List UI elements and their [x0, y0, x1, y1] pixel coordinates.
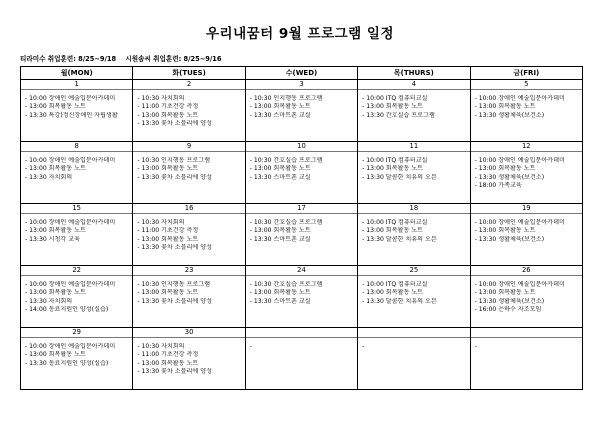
day-cell: [470, 328, 582, 390]
weekday-header: 화(TUES): [133, 67, 245, 80]
event-list: [246, 276, 357, 306]
event-item: - 13:00 회복활동 노트: [249, 227, 311, 235]
event-item: - 13:30 간호실습 프로그램: [362, 111, 435, 119]
event-item: - 13:30 꽃차 소믈리에 양성: [137, 297, 212, 305]
event-item: - 13:30 달콤한 치유의 오븐: [362, 297, 437, 305]
event-item: - 10:00 장애인 예술입문아카데미: [474, 95, 565, 102]
event-item: - 11:00 기초건강 측정: [137, 351, 199, 359]
day-cell: [358, 328, 470, 390]
event-list: [471, 152, 582, 190]
event-item: - 13:30 생활체육(보건소): [474, 235, 545, 243]
event-item: - 10:00 ITQ 컴퓨터교실: [362, 219, 428, 226]
day-number: 18: [358, 204, 469, 214]
event-item: -: [249, 343, 252, 350]
day-number: [358, 328, 469, 338]
day-number: 1: [21, 80, 132, 90]
event-item: - 10:00 장애인 예술입문아카데미: [474, 157, 565, 164]
schedule-table: [20, 66, 583, 390]
day-number: 16: [133, 204, 244, 214]
event-list: [358, 276, 469, 306]
event-item: - 10:30 인지행동 프로그램: [249, 95, 323, 102]
day-number: 2: [133, 80, 244, 90]
day-number: 12: [471, 142, 582, 152]
week-row: [21, 142, 583, 204]
event-item: - 13:30 스마트폰 교실: [249, 111, 311, 119]
event-item: - 13:30 자치회의: [25, 173, 73, 181]
page-title: 우리내꿈터 9월 프로그램 일정: [206, 26, 394, 42]
schedule-body: [21, 80, 583, 390]
event-item: - 13:30 꽃차 소믈리에 양성: [137, 243, 212, 251]
event-item: - 13:00 회복활동 노트: [474, 165, 536, 173]
event-item: - 13:30 꽃차 소믈리에 양성: [137, 367, 212, 375]
event-list: [246, 214, 357, 244]
event-item: - 11:00 기초건강 측정: [137, 227, 199, 235]
day-number: 4: [358, 80, 469, 90]
weekday-header: 목(THURS): [358, 67, 470, 80]
event-item: - 10:30 간호실습 프로그램: [249, 281, 323, 288]
weekday-header: 수(WED): [245, 67, 357, 80]
day-number: 17: [246, 204, 357, 214]
day-cell: [358, 80, 470, 142]
day-cell: [358, 142, 470, 204]
day-number: 26: [471, 266, 582, 276]
event-item: - 10:00 장애인 예술입문아카데미: [25, 281, 116, 288]
event-list: [133, 214, 244, 252]
event-item: - 13:00 회복활동 노트: [137, 289, 199, 297]
event-item: - 13:30 꽃차 소믈리에 양성: [137, 119, 212, 127]
event-list: [358, 152, 469, 182]
event-item: - 10:00 장애인 예술입문아카데미: [25, 219, 116, 226]
day-cell: [133, 204, 245, 266]
event-item: - 13:00 회복활동 노트: [362, 227, 424, 235]
event-item: - 13:30 스마트폰 교실: [249, 173, 311, 181]
event-item: - 13:30 스마트폰 교실: [249, 235, 311, 243]
event-item: - 13:30 달콤한 치유의 오븐: [362, 235, 437, 243]
event-item: - 10:30 자치회의: [137, 343, 185, 350]
event-item: - 13:00 회복활동 노트: [25, 165, 86, 173]
day-cell: [245, 204, 357, 266]
event-item: - 13:30 생활체육(보건소): [474, 173, 545, 181]
training-period-1: 티라미수 취업훈련: 8/25~9/18: [20, 55, 117, 63]
event-item: - 13:30 동료지원인 양성(실습): [25, 359, 109, 367]
day-cell: [133, 80, 245, 142]
event-item: - 13:30 달콤한 치유의 오븐: [362, 173, 437, 181]
event-item: - 10:30 인지행동 프로그램: [137, 157, 211, 164]
event-item: - 13:00 회복활동 노트: [137, 235, 199, 243]
event-item: - 13:00 회복활동 노트: [25, 351, 86, 359]
event-item: - 13:00 회복활동 노트: [362, 165, 424, 173]
event-item: - 10:00 장애인 예술입문아카데미: [25, 95, 116, 102]
day-cell: [470, 80, 582, 142]
week-row: [21, 204, 583, 266]
event-item: - 10:00 장애인 예술입문아카데미: [25, 343, 116, 350]
event-list: [358, 338, 469, 351]
event-list: [21, 338, 132, 368]
event-item: - 16:00 은하수 자조모임: [474, 305, 542, 313]
event-list: [471, 338, 582, 351]
event-item: - 13:30 스마트폰 교실: [249, 297, 311, 305]
event-item: - 10:00 ITQ 컴퓨터교실: [362, 95, 428, 102]
day-cell: [133, 266, 245, 328]
event-item: -: [474, 343, 477, 350]
day-number: 11: [358, 142, 469, 152]
day-number: [471, 328, 582, 338]
day-cell: [245, 328, 357, 390]
event-item: - 18:00 가족교육: [474, 181, 522, 189]
event-item: - 13:30 꽃차 소믈리에 양성: [137, 173, 212, 181]
event-item: - 10:30 자치회의: [137, 95, 185, 102]
event-item: - 13:00 회복활동 노트: [474, 103, 536, 111]
event-item: - 13:00 회복활동 노트: [137, 359, 199, 367]
event-item: - 10:00 ITQ 컴퓨터교실: [362, 281, 428, 288]
day-cell: [21, 80, 133, 142]
day-number: 24: [246, 266, 357, 276]
event-list: [21, 90, 132, 120]
event-item: - 13:30 생활체육(보건소): [474, 111, 545, 119]
day-cell: [245, 266, 357, 328]
event-item: - 10:30 자치회의: [137, 219, 185, 226]
event-item: - 13:00 회복활동 노트: [249, 289, 311, 297]
event-item: - 13:00 회복활동 노트: [137, 165, 199, 173]
event-list: [133, 90, 244, 128]
training-periods: [20, 53, 228, 63]
event-item: - 13:00 회복활동 노트: [137, 111, 199, 119]
event-item: - 10:30 간호실습 프로그램: [249, 157, 323, 164]
event-item: - 10:00 장애인 예술입문아카데미: [474, 281, 565, 288]
week-row: [21, 266, 583, 328]
event-list: [21, 152, 132, 182]
event-list: [471, 90, 582, 120]
day-cell: [133, 328, 245, 390]
event-item: - 10:30 간호실습 프로그램: [249, 219, 323, 226]
event-item: - 13:00 회복활동 노트: [25, 289, 86, 297]
day-number: 10: [246, 142, 357, 152]
event-item: - 13:00 회복활동 노트: [474, 227, 536, 235]
event-item: - 10:30 인지행동 프로그램: [137, 281, 211, 288]
event-list: [21, 276, 132, 314]
day-cell: [133, 142, 245, 204]
training-period-2: 시원솜씨 취업훈련: 8/25~9/16: [125, 55, 222, 63]
day-cell: [245, 80, 357, 142]
day-cell: [21, 266, 133, 328]
day-cell: [358, 266, 470, 328]
event-list: [358, 214, 469, 244]
event-list: [471, 276, 582, 314]
weekday-header: 금(FRI): [470, 67, 582, 80]
day-number: 19: [471, 204, 582, 214]
day-cell: [470, 204, 582, 266]
day-number: 22: [21, 266, 132, 276]
weekday-header: 월(MON): [21, 67, 133, 80]
event-item: - 13:00 회복활동 노트: [362, 103, 424, 111]
event-list: [133, 152, 244, 182]
event-item: -: [362, 343, 365, 350]
event-list: [246, 90, 357, 120]
event-item: - 10:00 ITQ 컴퓨터교실: [362, 157, 428, 164]
event-list: [21, 214, 132, 244]
event-item: - 13:00 회복활동 노트: [474, 289, 536, 297]
event-item: - 13:30 생활체육(보건소): [474, 297, 545, 305]
week-row: [21, 328, 583, 390]
event-list: [133, 338, 244, 376]
day-number: 9: [133, 142, 244, 152]
event-item: - 13:30 자치회의: [25, 297, 73, 305]
event-item: - 10:00 장애인 예술입문아카데미: [474, 219, 565, 226]
event-item: - 13:00 회복활동 노트: [25, 227, 86, 235]
day-number: 23: [133, 266, 244, 276]
event-item: - 14:00 동료지원인 양성(실습): [25, 305, 109, 313]
day-cell: [21, 328, 133, 390]
day-cell: [21, 142, 133, 204]
day-number: 30: [133, 328, 244, 338]
event-item: - 13:00 회복활동 노트: [25, 103, 86, 111]
event-item: - 13:30 특강)정신장애인 자립생활: [25, 111, 118, 119]
event-item: - 13:00 회복활동 노트: [362, 289, 424, 297]
event-list: [471, 214, 582, 244]
day-number: 8: [21, 142, 132, 152]
event-list: [246, 338, 357, 351]
event-list: [358, 90, 469, 120]
event-item: - 13:00 회복활동 노트: [249, 103, 311, 111]
event-item: - 11:00 기초건강 측정: [137, 103, 199, 111]
day-cell: [245, 142, 357, 204]
event-list: [246, 152, 357, 182]
day-cell: [358, 204, 470, 266]
week-row: [21, 80, 583, 142]
day-cell: [470, 266, 582, 328]
day-number: 3: [246, 80, 357, 90]
day-cell: [21, 204, 133, 266]
day-number: 15: [21, 204, 132, 214]
day-cell: [470, 142, 582, 204]
event-item: - 10:00 장애인 예술입문아카데미: [25, 157, 116, 164]
day-number: 29: [21, 328, 132, 338]
event-item: - 13:30 시청각 교육: [25, 235, 81, 243]
event-item: - 13:00 회복활동 노트: [249, 165, 311, 173]
day-number: 25: [358, 266, 469, 276]
weekday-header-row: [21, 67, 583, 80]
day-number: [246, 328, 357, 338]
day-number: 5: [471, 80, 582, 90]
event-list: [133, 276, 244, 306]
